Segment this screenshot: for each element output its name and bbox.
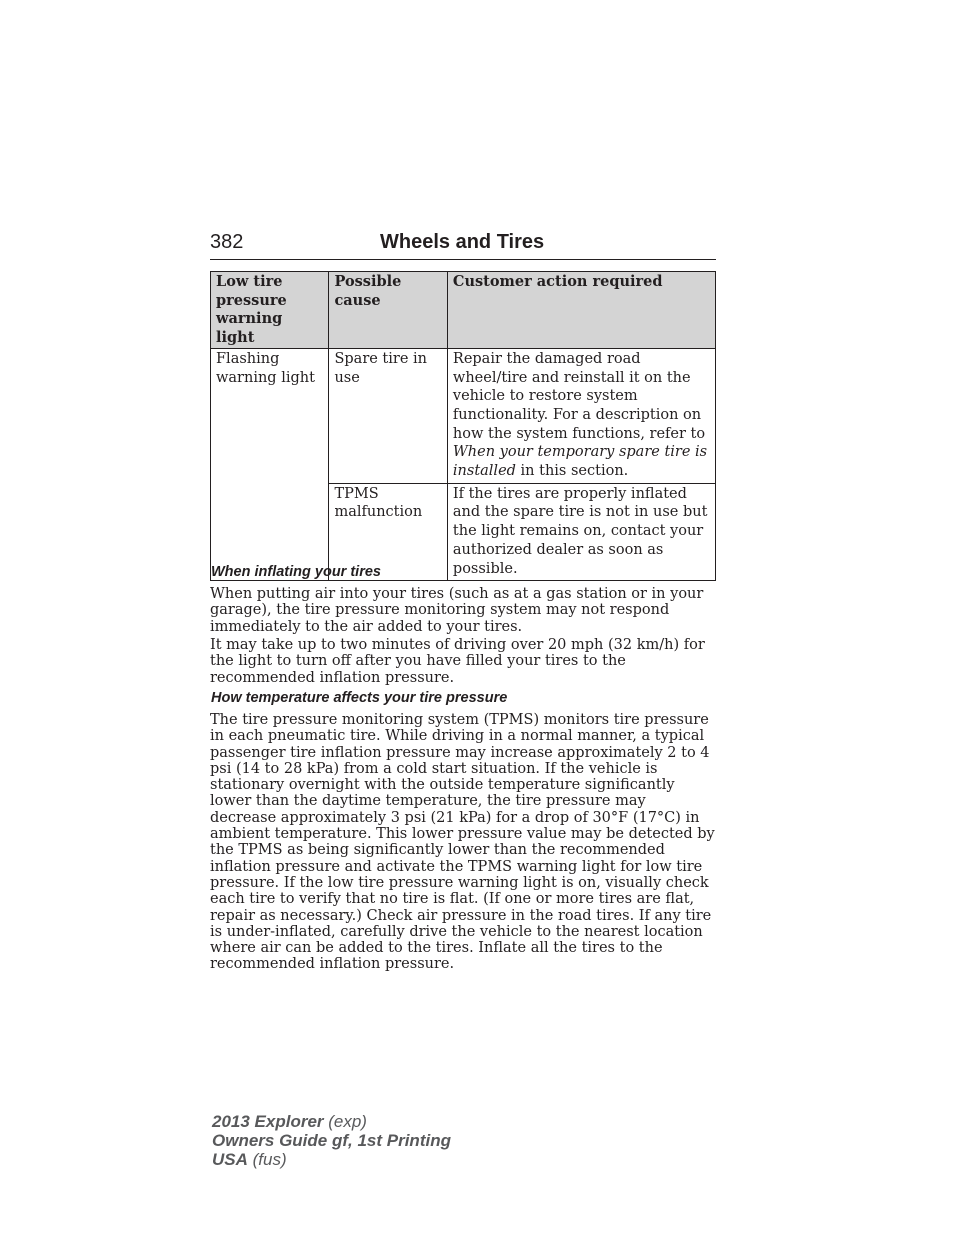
paragraph: The tire pressure monitoring system (TPMS) monitors tire pressure in each pneumatic tire. While driving in a normal manner, a typical passenger tire inflation pressure may increase approximately 2 to 4 psi (14 to 28 kPa) from a cold start situation. If the vehicle is stationary overnight with the outside temperature significantly lower than the daytime temperature, the tire pressure may decrease approximately 3 psi (21 kPa) for a drop of 30°F (17°C) in ambient temperature. This lower pressure value may be detected by the TPMS as being significantly lower than the recommended inflation pressure and activate the TPMS warning light for low tire pressure. If the low tire pressure warning light is on, visually check each tire to verify that no tire is flat. (If one or more tires are flat, repair as necessary.) Check air pressure in the road tires. If any tire is under-inflated, carefully drive the vehicle to the nearest location where air can be added to the tires. Inflate all the tires to the recommended inflation pressure. xyxy=(210,712,715,973)
cross-reference: When your temporary spare tire is installed xyxy=(452,444,708,480)
section-heading: When inflating your tires xyxy=(211,564,381,580)
table-header-row xyxy=(211,272,716,349)
page-header xyxy=(210,229,716,260)
table-cell: Spare tire in use xyxy=(329,348,447,483)
column-header: Possible cause xyxy=(329,272,447,349)
table-cell: If the tires are properly inflated and the spare tire is not in use but the light remains on, contact your authorized dealer as soon as possible. xyxy=(447,483,715,581)
footer-model: 2013 Explorer xyxy=(212,1112,324,1131)
column-header: Customer action required xyxy=(447,272,715,349)
warning-light-table xyxy=(210,271,716,581)
action-text: in this section. xyxy=(515,463,629,480)
section-heading: How temperature affects your tire pressure xyxy=(211,690,508,706)
table-cell: Flashing warning light xyxy=(211,348,329,580)
footer-market: USA xyxy=(212,1150,248,1170)
column-header: Low tire pressure warning light xyxy=(211,272,329,349)
table-row xyxy=(211,348,716,483)
footer-edition: Owners Guide gf, 1st Printing xyxy=(212,1131,451,1151)
footer-code: (fus) xyxy=(247,1150,287,1170)
paragraph: It may take up to two minutes of driving over 20 mph (32 km/h) for the light to turn off after you have filled your tires to the recommended inflation pressure. xyxy=(210,637,705,686)
paragraph: When putting air into your tires (such as at a gas station or in your garage), the tire pressure monitoring system may not respond immediately to the air added to your tires. xyxy=(210,586,704,635)
chapter-title: Wheels and Tires xyxy=(380,231,545,253)
table-cell xyxy=(447,348,715,483)
page-footer xyxy=(212,1112,451,1170)
footer-code: (exp) xyxy=(323,1112,367,1131)
action-text: Repair the damaged road wheel/tire and reinstall it on the vehicle to restore system functionality. For a description on how the system functions, refer to xyxy=(452,350,706,442)
page-number: 382 xyxy=(210,231,244,253)
table-cell: TPMS malfunction xyxy=(329,483,447,581)
